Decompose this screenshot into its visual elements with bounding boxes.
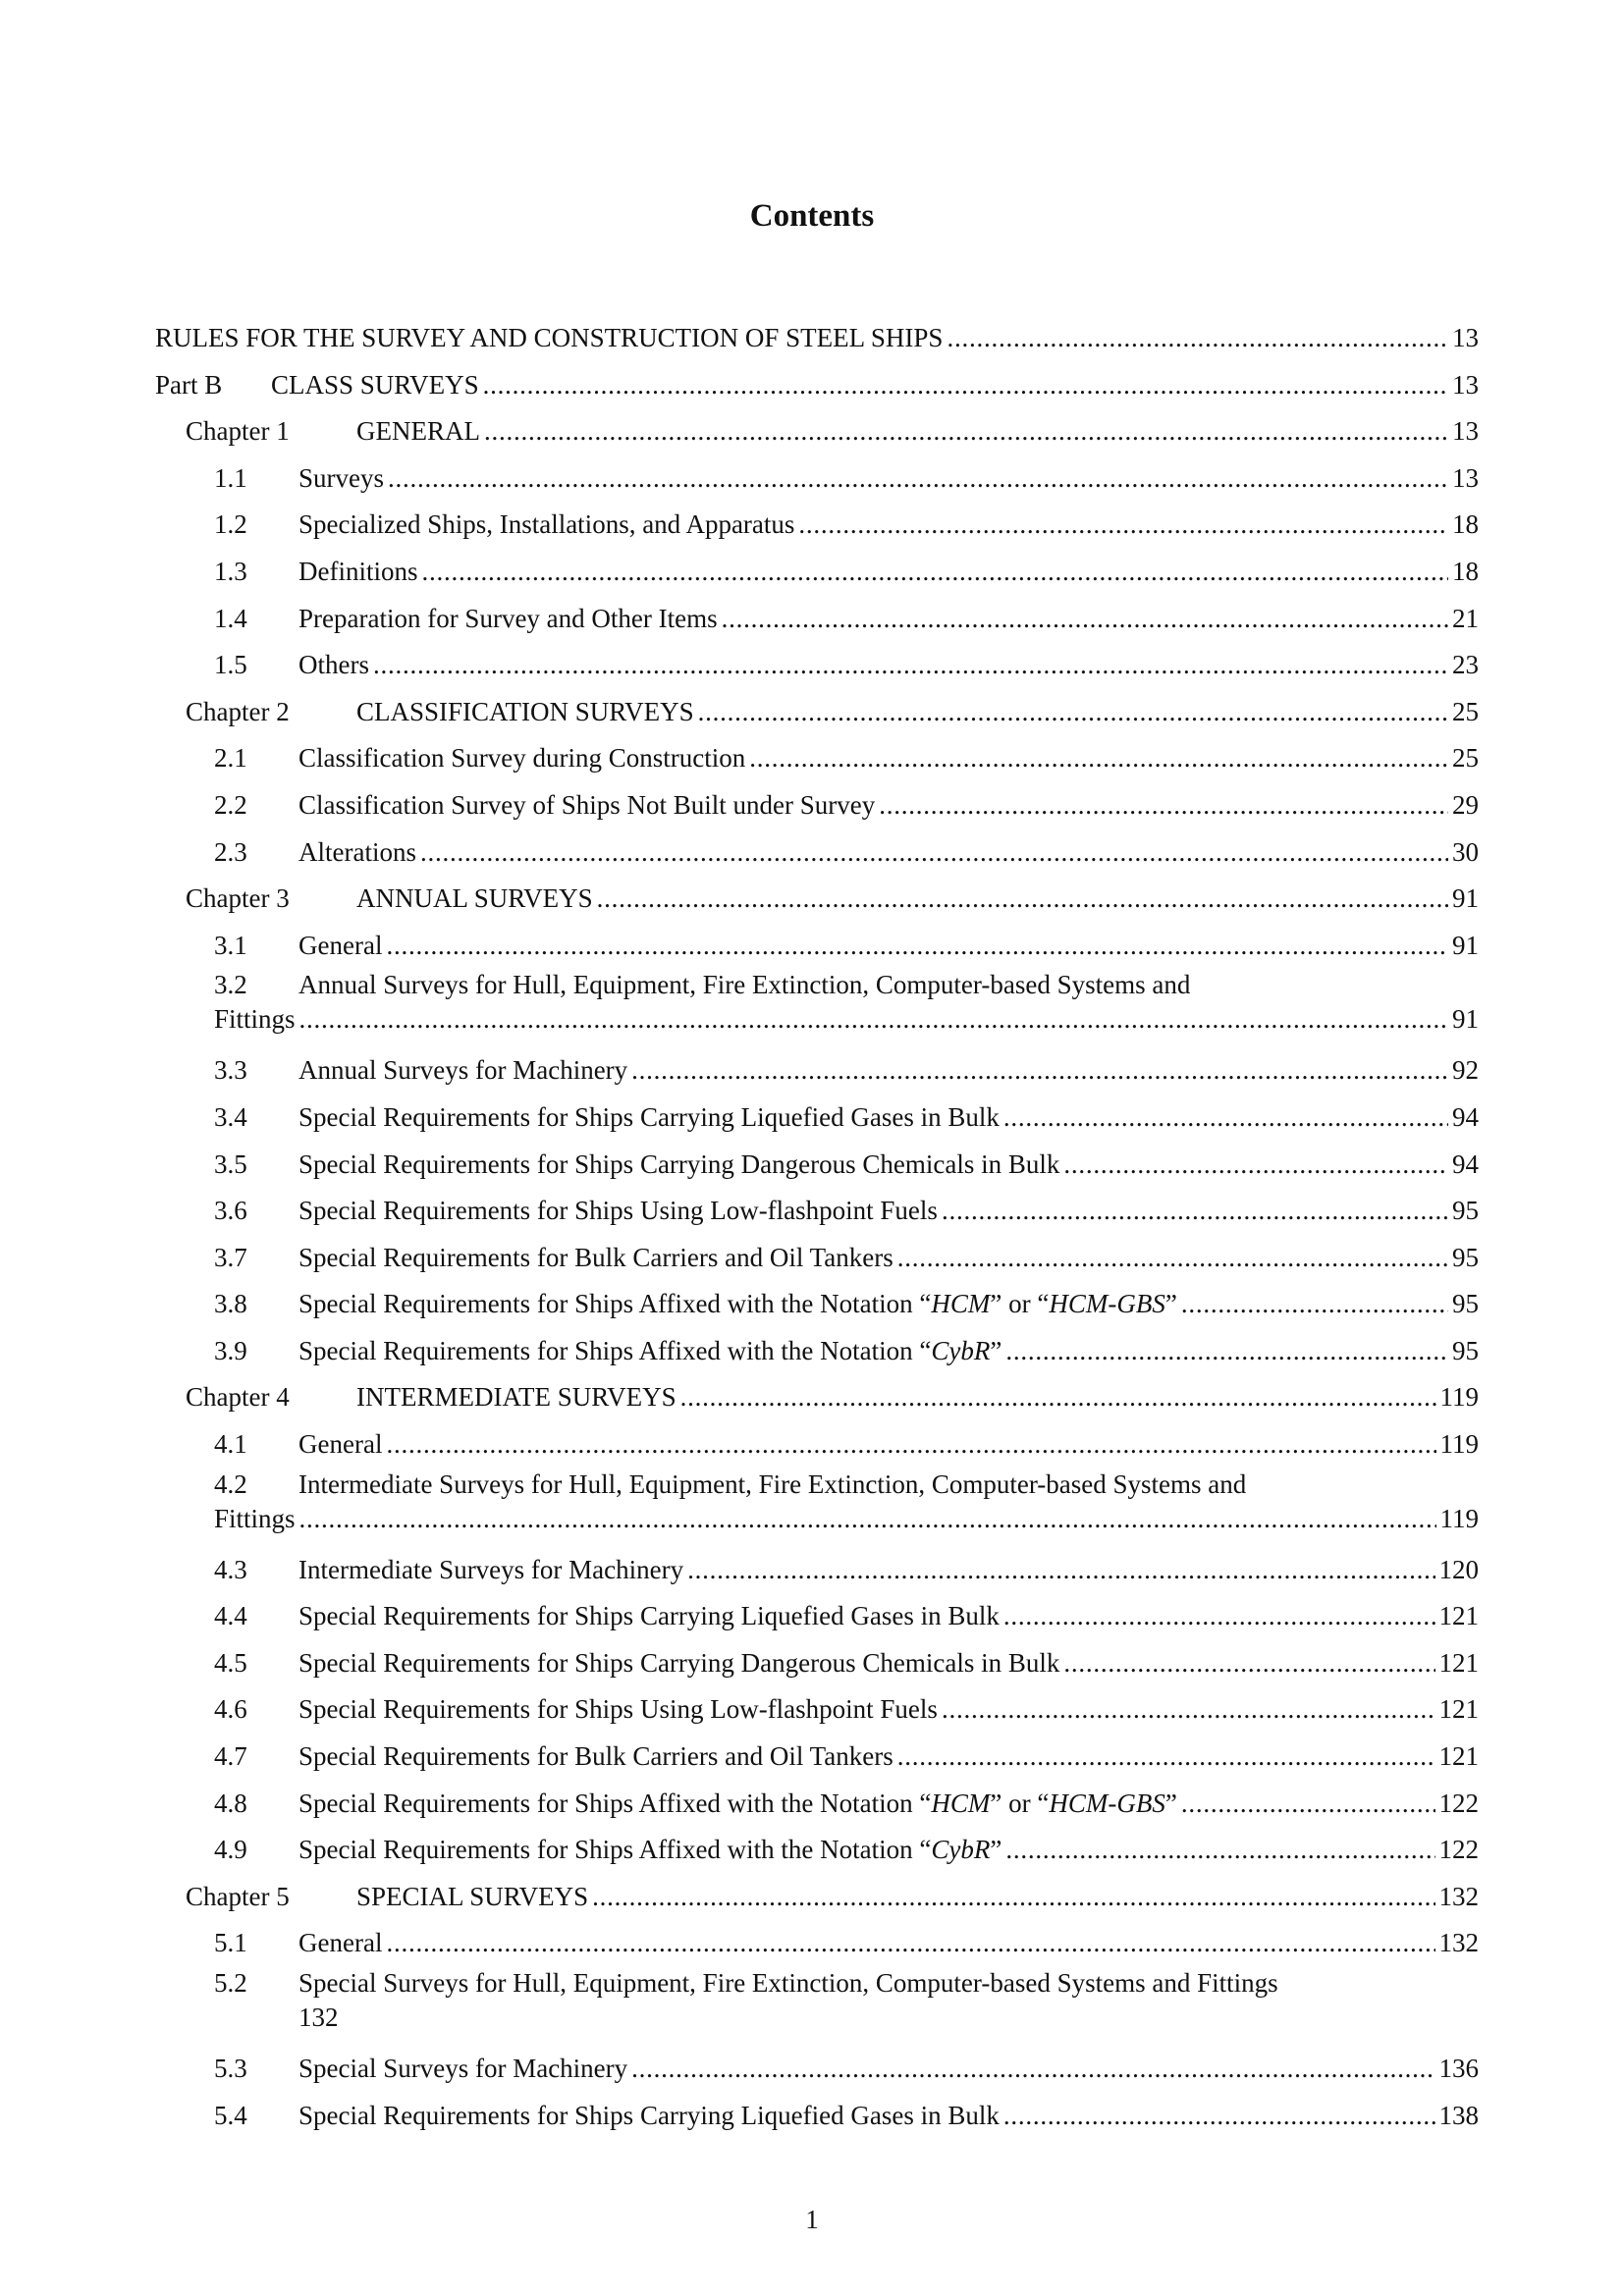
toc-entry-page: 95 — [1452, 1289, 1479, 1319]
toc-line — [214, 1469, 1479, 1502]
toc-entry-page: 18 — [1452, 556, 1479, 586]
dot-leader — [947, 321, 1448, 355]
toc-entry-page: 119 — [1439, 1503, 1479, 1533]
toc-entry-number: 4.2 — [214, 1468, 247, 1499]
toc-entry-number: 2.2 — [214, 789, 247, 820]
toc-entry-number: 3.3 — [214, 1055, 247, 1086]
toc-entry-number: 1.2 — [214, 509, 247, 540]
toc-line — [214, 1921, 1479, 1960]
toc-entry-page: 132 — [1438, 1881, 1479, 1911]
toc-entry[interactable] — [155, 830, 1479, 878]
toc-entry-number: Chapter 1 — [186, 416, 290, 447]
toc-entry[interactable] — [155, 690, 1479, 737]
toc-entry[interactable] — [155, 924, 1479, 971]
toc-entry-title: ANNUAL SURVEYS — [356, 883, 593, 914]
toc-entry-title: Special Requirements for Ships Carrying Liquefied Gases in Bulk — [298, 1101, 1000, 1132]
toc-entry[interactable] — [155, 1189, 1479, 1236]
dot-leader — [897, 1739, 1435, 1774]
toc-entry-page: 25 — [1452, 696, 1479, 726]
dot-leader — [386, 1926, 1435, 1960]
toc-entry-title: Special Surveys for Hull, Equipment, Fire Extinction, Computer-based Systems and Fittings — [298, 1968, 1278, 1998]
toc-line — [214, 1048, 1479, 1088]
toc-line — [214, 1189, 1479, 1228]
toc-entry[interactable] — [155, 1548, 1479, 1595]
toc-entry[interactable] — [155, 1329, 1479, 1376]
toc-entry[interactable] — [155, 970, 1479, 1048]
dot-leader — [386, 929, 1448, 963]
dot-leader — [942, 1692, 1435, 1727]
toc-entry-page: 95 — [1452, 1242, 1479, 1272]
toc-entry-number: 2.3 — [214, 836, 247, 867]
toc-entry-page: 18 — [1452, 509, 1479, 540]
toc-entry-title: Special Requirements for Bulk Carriers and Oil Tankers — [298, 1741, 893, 1772]
dot-leader — [483, 368, 1448, 402]
toc-entry-page: 30 — [1452, 836, 1479, 867]
toc-entry-page: 136 — [1438, 2054, 1479, 2083]
toc-entry-number: 4.3 — [214, 1554, 247, 1584]
dot-leader — [1003, 1599, 1435, 1633]
dot-leader — [422, 555, 1449, 589]
toc-entry-title: Special Requirements for Ships Affixed with the Notation “CybR” — [298, 1335, 1002, 1365]
toc-entry-title: Special Requirements for Ships Affixed with the Notation “CybR” — [298, 1835, 1002, 1865]
toc-line — [214, 503, 1479, 542]
toc-entry-number: 3.5 — [214, 1148, 247, 1179]
toc-entry-number: 1.3 — [214, 556, 247, 586]
toc-entry-number: 4.6 — [214, 1694, 247, 1725]
toc-line — [214, 736, 1479, 775]
toc-entry-title: Specialized Ships, Installations, and Apparatus — [298, 509, 795, 540]
toc-line — [214, 2047, 1479, 2086]
toc-entry[interactable] — [155, 736, 1479, 783]
toc-entry-number: Chapter 2 — [186, 696, 290, 726]
toc-line — [214, 1422, 1479, 1462]
toc-entry-title: Annual Surveys for Machinery — [298, 1055, 628, 1086]
toc-line — [214, 2094, 1479, 2133]
toc-entry-page: 23 — [1452, 650, 1479, 680]
toc-entry[interactable] — [155, 1048, 1479, 1095]
toc-entry-page: 91 — [1452, 1004, 1479, 1035]
dot-leader — [798, 507, 1448, 542]
toc-entry-number: 5.4 — [214, 2100, 247, 2130]
toc-entry-page: 29 — [1452, 789, 1479, 820]
toc-entry[interactable] — [155, 597, 1479, 644]
toc-entry-title: Special Requirements for Ships Using Low-flashpoint Fuels — [298, 1694, 938, 1725]
toc-entry-number: 3.9 — [214, 1335, 247, 1365]
toc-line — [214, 1143, 1479, 1182]
dot-leader — [698, 695, 1448, 729]
toc-entry-page: 25 — [1452, 743, 1479, 774]
toc-entry-title: RULES FOR THE SURVEY AND CONSTRUCTION OF STEEL SHIPS — [155, 323, 944, 352]
toc-line — [214, 830, 1479, 870]
toc-line — [214, 1329, 1479, 1368]
toc-entry-number: 4.5 — [214, 1647, 247, 1678]
dot-leader — [1063, 1646, 1435, 1681]
toc-entry[interactable] — [155, 2094, 1479, 2141]
toc-line — [214, 1641, 1479, 1681]
dot-leader — [687, 1553, 1435, 1587]
dot-leader — [592, 1880, 1435, 1914]
toc-entry-page: 121 — [1438, 1741, 1479, 1772]
toc-entry-number: Chapter 4 — [186, 1382, 290, 1413]
toc-line — [186, 690, 1479, 729]
dot-leader — [420, 835, 1448, 870]
toc-entry-page: 94 — [1452, 1101, 1479, 1132]
toc-entry-number: 3.8 — [214, 1289, 247, 1319]
toc-entry-title: Intermediate Surveys for Hull, Equipment, Fire Extinction, Computer-based Systems and — [298, 1468, 1247, 1499]
toc-entry-page: 121 — [1438, 1647, 1479, 1678]
toc-entry-number: 3.6 — [214, 1196, 247, 1226]
toc-line — [214, 1782, 1479, 1821]
toc-line — [214, 783, 1479, 823]
toc-entry-number: 2.1 — [214, 743, 247, 774]
toc-entry-number: 4.8 — [214, 1788, 247, 1818]
toc-line — [214, 1548, 1479, 1587]
dot-leader — [597, 881, 1448, 916]
toc-entry-title-continued: Fittings — [214, 1004, 296, 1035]
toc-entry-title: GENERAL — [356, 416, 480, 447]
toc-entry-page: 13 — [1452, 416, 1479, 447]
toc-line-continued — [155, 1002, 1479, 1037]
dot-leader — [299, 1502, 1436, 1536]
dot-leader — [299, 1002, 1448, 1037]
toc-line — [186, 877, 1479, 916]
toc-entry[interactable] — [155, 1095, 1479, 1143]
toc-entry-title: General — [298, 1928, 383, 1958]
toc-entry[interactable] — [155, 1782, 1479, 1829]
toc-entry-number: 3.7 — [214, 1242, 247, 1272]
toc-line — [214, 970, 1479, 1002]
toc-entry-number: 4.7 — [214, 1741, 247, 1772]
toc-entry-title: INTERMEDIATE SURVEYS — [356, 1382, 677, 1413]
toc-entry-number: Part B — [155, 369, 223, 400]
dot-leader — [484, 414, 1448, 449]
toc-entry-title: SPECIAL SURVEYS — [356, 1881, 589, 1911]
dot-leader — [1005, 1833, 1435, 1867]
toc-entry-page: 121 — [1438, 1694, 1479, 1725]
toc-entry-page: 122 — [1438, 1835, 1479, 1865]
table-of-contents — [155, 316, 1479, 2140]
dot-leader — [1003, 2099, 1435, 2133]
toc-entry[interactable] — [155, 456, 1479, 504]
toc-entry[interactable] — [155, 316, 1479, 363]
toc-entry-page: 13 — [1452, 462, 1479, 493]
toc-entry-title: Annual Surveys for Hull, Equipment, Fire Extinction, Computer-based Systems and — [298, 970, 1191, 1000]
toc-entry-number: 4.4 — [214, 1601, 247, 1631]
toc-entry-page: 94 — [1452, 1148, 1479, 1179]
toc-entry-number: 1.4 — [214, 603, 247, 633]
toc-entry[interactable] — [155, 1422, 1479, 1469]
toc-entry[interactable] — [155, 1735, 1479, 1782]
toc-entry-page: 119 — [1439, 1382, 1479, 1413]
dot-leader — [1003, 1100, 1448, 1135]
toc-entry-number: Chapter 3 — [186, 883, 290, 914]
toc-entry[interactable] — [155, 1875, 1479, 1922]
toc-entry[interactable] — [155, 877, 1479, 924]
dot-leader — [897, 1241, 1448, 1275]
toc-entry[interactable] — [155, 1375, 1479, 1422]
toc-entry-number: 3.4 — [214, 1101, 247, 1132]
toc-line — [214, 1236, 1479, 1275]
toc-entry[interactable] — [155, 643, 1479, 690]
dot-leader — [1005, 1334, 1448, 1368]
toc-line — [214, 924, 1479, 963]
toc-line — [155, 363, 1479, 402]
toc-entry-page: 91 — [1452, 883, 1479, 914]
toc-entry-title: Special Surveys for Machinery — [298, 2054, 628, 2083]
toc-entry-title: Special Requirements for Ships Carrying Liquefied Gases in Bulk — [298, 2100, 1000, 2130]
toc-entry-page: 95 — [1452, 1196, 1479, 1226]
toc-entry[interactable] — [155, 1594, 1479, 1641]
toc-line — [186, 1875, 1479, 1914]
toc-entry[interactable] — [155, 783, 1479, 830]
dot-leader — [388, 461, 1448, 496]
toc-entry-title: Intermediate Surveys for Machinery — [298, 1554, 684, 1584]
toc-entry[interactable] — [155, 363, 1479, 410]
toc-entry-page: 122 — [1438, 1788, 1479, 1818]
toc-entry[interactable] — [155, 1828, 1479, 1875]
toc-entry-title: Special Requirements for Ships Carrying Dangerous Chemicals in Bulk — [298, 1647, 1060, 1678]
toc-line — [214, 1828, 1479, 1867]
page-number: 1 — [805, 2205, 819, 2234]
toc-entry-number: 5.2 — [214, 1968, 247, 1998]
toc-entry-title: Special Requirements for Ships Affixed with the Notation “HCM” or “HCM-GBS” — [298, 1289, 1177, 1319]
toc-entry-page: 132 — [1438, 1928, 1479, 1958]
toc-line — [186, 409, 1479, 449]
toc-entry-number: 1.1 — [214, 462, 247, 493]
dot-leader — [386, 1427, 1435, 1462]
toc-entry-page: 120 — [1438, 1554, 1479, 1584]
toc-entry-page: 13 — [1452, 369, 1479, 400]
toc-entry-title: Classification Survey during Construction — [298, 743, 746, 774]
toc-entry-number: 1.5 — [214, 650, 247, 680]
toc-line — [186, 1375, 1479, 1415]
toc-entry[interactable] — [155, 409, 1479, 456]
toc-entry[interactable] — [155, 1968, 1479, 2047]
toc-line-continued — [155, 1502, 1479, 1536]
toc-entry-title: Others — [298, 650, 369, 680]
toc-entry-page: 138 — [1438, 2100, 1479, 2130]
toc-entry[interactable] — [155, 1921, 1479, 1968]
toc-entry-number: 5.1 — [214, 1928, 247, 1958]
toc-entry-page: 132 — [298, 2002, 339, 2032]
toc-line — [214, 550, 1479, 589]
toc-line — [214, 1968, 1479, 2001]
toc-entry-title-continued: Fittings — [214, 1503, 296, 1533]
dot-leader — [749, 741, 1448, 775]
toc-entry[interactable] — [155, 503, 1479, 550]
toc-entry-title: Special Requirements for Ships Affixed with the Notation “HCM” or “HCM-GBS” — [298, 1788, 1177, 1818]
toc-line — [214, 1282, 1479, 1321]
toc-entry[interactable] — [155, 2047, 1479, 2094]
toc-line-continued — [214, 2001, 1479, 2035]
toc-line — [214, 1687, 1479, 1727]
toc-entry-page: 119 — [1439, 1429, 1479, 1460]
toc-entry[interactable] — [155, 1282, 1479, 1329]
toc-entry-title: Classification Survey of Ships Not Built under Survey — [298, 789, 876, 820]
toc-line — [214, 597, 1479, 636]
toc-entry-title: General — [298, 1429, 383, 1460]
toc-entry-number: 3.2 — [214, 970, 247, 1000]
toc-entry-title: Special Requirements for Ships Carrying Dangerous Chemicals in Bulk — [298, 1148, 1060, 1179]
toc-entry-number: 3.1 — [214, 930, 247, 960]
toc-entry-title: Special Requirements for Ships Carrying Liquefied Gases in Bulk — [298, 1601, 1000, 1631]
toc-entry[interactable] — [155, 1641, 1479, 1688]
dot-leader — [879, 788, 1448, 823]
page-title: Contents — [749, 198, 875, 234]
dot-leader — [631, 1053, 1448, 1088]
toc-entry-page: 95 — [1452, 1335, 1479, 1365]
toc-entry-number: Chapter 5 — [186, 1881, 290, 1911]
dot-leader — [1181, 1287, 1448, 1321]
toc-entry[interactable] — [155, 1236, 1479, 1283]
dot-leader — [680, 1380, 1436, 1415]
toc-entry-title: CLASSIFICATION SURVEYS — [356, 696, 694, 726]
dot-leader — [1181, 1787, 1435, 1821]
toc-entry-number: 4.9 — [214, 1835, 247, 1865]
toc-entry-title: CLASS SURVEYS — [271, 369, 479, 400]
toc-entry-title: Definitions — [298, 556, 418, 586]
toc-entry[interactable] — [155, 550, 1479, 597]
toc-entry-title: Preparation for Survey and Other Items — [298, 603, 718, 633]
toc-line — [214, 1594, 1479, 1633]
toc-entry-number: 5.3 — [214, 2054, 247, 2083]
toc-entry-page: 13 — [1452, 323, 1479, 352]
toc-entry-title: Special Requirements for Ships Using Low-flashpoint Fuels — [298, 1196, 938, 1226]
toc-entry-title: Alterations — [298, 836, 416, 867]
toc-entry-title: General — [298, 930, 383, 960]
dot-leader — [373, 648, 1448, 682]
toc-entry-title: Surveys — [298, 462, 384, 493]
toc-entry-title: Special Requirements for Bulk Carriers and Oil Tankers — [298, 1242, 893, 1272]
toc-entry-number: 4.1 — [214, 1429, 247, 1460]
toc-entry-page: 91 — [1452, 930, 1479, 960]
toc-line — [155, 316, 1479, 355]
dot-leader — [942, 1194, 1448, 1228]
toc-line — [214, 456, 1479, 496]
toc-entry-page: 21 — [1452, 603, 1479, 633]
toc-line — [214, 1735, 1479, 1774]
dot-leader — [631, 2052, 1435, 2086]
dot-leader — [1063, 1148, 1448, 1182]
toc-entry[interactable] — [155, 1143, 1479, 1190]
toc-entry[interactable] — [155, 1687, 1479, 1735]
toc-entry-page: 92 — [1452, 1055, 1479, 1086]
toc-line — [214, 1095, 1479, 1135]
dot-leader — [722, 602, 1448, 636]
toc-entry-page: 121 — [1438, 1601, 1479, 1631]
toc-line — [214, 643, 1479, 682]
toc-entry[interactable] — [155, 1469, 1479, 1548]
